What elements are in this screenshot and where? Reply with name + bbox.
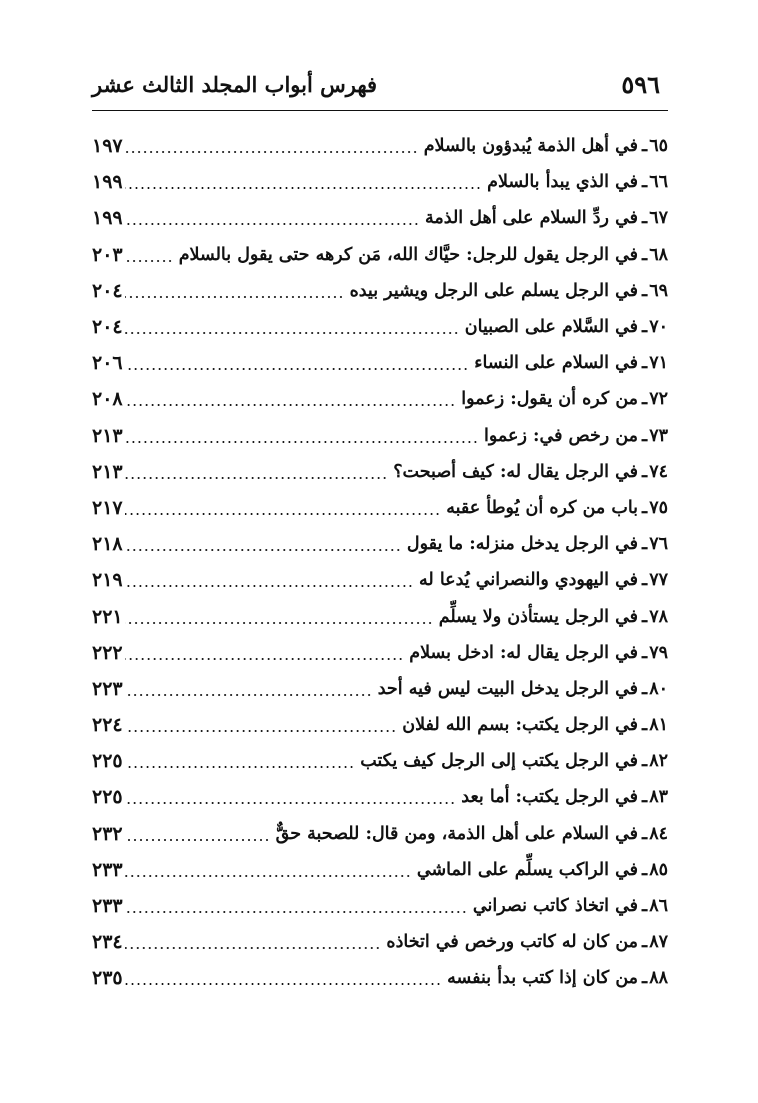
entry-page-number: ٢٠٣ <box>92 243 123 266</box>
entry-dash: ـ <box>642 642 648 663</box>
toc-entry <box>374 679 668 699</box>
entry-number: ٧٥ <box>649 497 668 518</box>
entry-title: في اتخاذ كاتب نصراني <box>472 896 639 917</box>
toc-row <box>92 526 668 562</box>
toc-entry <box>483 172 668 192</box>
entry-title: في السلام على النساء <box>474 353 639 374</box>
toc-entry <box>443 968 668 988</box>
entry-title: في الرجل يقال له: كيف أصبحت؟ <box>393 461 639 482</box>
entry-title: في السلام على أهل الذمة، ومن قال: للصحبة حقٌّ <box>275 823 639 844</box>
toc-row <box>92 418 668 454</box>
toc-entry <box>413 860 668 880</box>
entry-title: من كان إذا كتب بدأ بنفسه <box>447 968 639 989</box>
entry-number: ٨٢ <box>649 751 668 772</box>
toc-entry <box>382 932 668 952</box>
entry-title: في السَّلام على الصبيان <box>464 317 639 338</box>
toc-row <box>92 743 668 779</box>
toc-row <box>92 852 668 888</box>
toc-row <box>92 164 668 200</box>
toc-row <box>92 924 668 960</box>
dot-leader <box>125 187 481 189</box>
toc-entry <box>457 389 668 409</box>
entry-page-number: ٢٠٤ <box>92 316 123 339</box>
entry-dash: ـ <box>642 172 648 193</box>
entry-page-number: ٢٢٤ <box>92 714 123 737</box>
toc-row <box>92 598 668 634</box>
entry-dash: ـ <box>642 534 648 555</box>
entry-dash: ـ <box>642 317 648 338</box>
dot-leader <box>125 477 388 479</box>
entry-title: في أهل الذمة يُبدؤون بالسلام <box>423 136 639 157</box>
page-number: ٥٩٦ <box>621 70 660 99</box>
entry-title: في ردِّ السلام على أهل الذمة <box>425 208 639 229</box>
entry-number: ٨٦ <box>649 896 668 917</box>
toc-entry <box>389 462 668 482</box>
entry-title: في الراكب يسلِّم على الماشي <box>416 859 639 880</box>
toc-row <box>92 200 668 236</box>
entry-number: ٦٦ <box>649 172 668 193</box>
entry-page-number: ٢١٨ <box>92 533 123 556</box>
dot-leader <box>125 296 344 298</box>
toc-entry <box>398 715 668 735</box>
entry-page-number: ٢١٩ <box>92 569 123 592</box>
toc-entry <box>356 751 668 771</box>
entry-dash: ـ <box>642 280 648 301</box>
toc-row <box>92 635 668 671</box>
entry-number: ٨٥ <box>649 859 668 880</box>
toc-entry <box>457 787 668 807</box>
entry-dash: ـ <box>642 353 648 374</box>
dot-leader <box>125 839 270 841</box>
entry-number: ٧٨ <box>649 606 668 627</box>
entry-title: في الرجل يكتب: أما بعد <box>461 787 639 808</box>
entry-dash: ـ <box>642 497 648 518</box>
dot-leader <box>125 911 467 913</box>
dot-leader <box>125 513 441 515</box>
entry-dash: ـ <box>642 859 648 880</box>
toc-entry <box>480 426 668 446</box>
toc-entry <box>442 498 668 518</box>
entry-title: في اليهودي والنصراني يُدعا له <box>419 570 639 591</box>
toc-entry <box>420 136 668 156</box>
entry-title: من رخص في: زعموا <box>484 425 639 446</box>
toc-row <box>92 562 668 598</box>
dot-leader <box>125 404 456 406</box>
entry-page-number: ٢١٧ <box>92 496 123 519</box>
entry-page-number: ١٩٧ <box>92 135 123 158</box>
dot-leader <box>125 730 397 732</box>
dot-leader <box>125 368 469 370</box>
entry-dash: ـ <box>642 244 648 265</box>
entry-page-number: ٢١٣ <box>92 460 123 483</box>
toc-entry <box>175 245 668 265</box>
entry-page-number: ٢٠٨ <box>92 388 123 411</box>
entry-page-number: ٢٣٤ <box>92 931 123 954</box>
dot-leader <box>125 875 411 877</box>
entry-dash: ـ <box>642 389 648 410</box>
entry-page-number: ٢٠٦ <box>92 352 123 375</box>
entry-number: ٧٦ <box>649 534 668 555</box>
entry-number: ٨٨ <box>649 968 668 989</box>
entry-page-number: ٢٣٣ <box>92 895 123 918</box>
entry-number: ٦٧ <box>649 208 668 229</box>
entry-page-number: ٢٢٥ <box>92 786 123 809</box>
entry-dash: ـ <box>642 751 648 772</box>
entry-title: في الرجل يستأذن ولا يسلِّم <box>438 606 639 627</box>
table-of-contents <box>92 128 668 997</box>
page-header <box>92 66 668 111</box>
entry-number: ٨٣ <box>649 787 668 808</box>
toc-row <box>92 816 668 852</box>
entry-dash: ـ <box>642 896 648 917</box>
entry-page-number: ٢٣٢ <box>92 822 123 845</box>
entry-number: ٦٨ <box>649 244 668 265</box>
toc-entry <box>403 534 668 554</box>
entry-dash: ـ <box>642 425 648 446</box>
entry-dash: ـ <box>642 570 648 591</box>
entry-page-number: ٢٢٣ <box>92 677 123 700</box>
entry-dash: ـ <box>642 787 648 808</box>
toc-entry <box>421 208 668 228</box>
entry-number: ٦٥ <box>649 136 668 157</box>
dot-leader <box>125 260 173 262</box>
entry-title: في الرجل يكتب إلى الرجل كيف يكتب <box>360 751 639 772</box>
entry-dash: ـ <box>642 932 648 953</box>
entry-title: في الرجل يقول للرجل: حيَّاك الله، مَن كرهه حتى يقول بالسلام <box>178 244 639 265</box>
toc-entry <box>405 643 668 663</box>
dot-leader <box>125 658 404 660</box>
toc-row <box>92 490 668 526</box>
dot-leader <box>125 585 413 587</box>
dot-leader <box>125 983 442 985</box>
toc-entry <box>415 570 668 590</box>
entry-number: ٧٩ <box>649 642 668 663</box>
toc-row <box>92 707 668 743</box>
entry-number: ٧٠ <box>649 317 668 338</box>
entry-title: في الرجل يدخل البيت ليس فيه أحد <box>377 678 639 699</box>
dot-leader <box>125 802 456 804</box>
entry-title: في الرجل يدخل منزله: ما يقول <box>406 534 639 555</box>
dot-leader <box>125 441 478 443</box>
toc-row <box>92 309 668 345</box>
entry-dash: ـ <box>642 208 648 229</box>
entry-number: ٧٤ <box>649 461 668 482</box>
entry-number: ٦٩ <box>649 280 668 301</box>
toc-entry <box>272 824 668 844</box>
entry-dash: ـ <box>642 715 648 736</box>
entry-number: ٨٤ <box>649 823 668 844</box>
dot-leader <box>125 549 401 551</box>
entry-dash: ـ <box>642 823 648 844</box>
entry-number: ٧٧ <box>649 570 668 591</box>
toc-row <box>92 128 668 164</box>
entry-number: ٧١ <box>649 353 668 374</box>
entry-title: من كره أن يقول: زعموا <box>461 389 639 410</box>
entry-number: ٨١ <box>649 715 668 736</box>
entry-page-number: ٢٣٣ <box>92 858 123 881</box>
entry-title: في الرجل يسلم على الرجل ويشير بيده <box>349 280 639 301</box>
dot-leader <box>125 622 433 624</box>
toc-row <box>92 345 668 381</box>
entry-page-number: ١٩٩ <box>92 171 123 194</box>
entry-title: باب من كره أن يُوطأ عقبه <box>446 497 639 518</box>
dot-leader <box>125 766 355 768</box>
entry-number: ٧٢ <box>649 389 668 410</box>
toc-entry <box>469 896 668 916</box>
entry-number: ٨٧ <box>649 932 668 953</box>
entry-number: ٧٣ <box>649 425 668 446</box>
entry-page-number: ٢٠٤ <box>92 279 123 302</box>
entry-title: في الرجل يكتب: بسم الله لفلان <box>402 715 639 736</box>
entry-dash: ـ <box>642 461 648 482</box>
entry-page-number: ٢٢١ <box>92 605 123 628</box>
toc-entry <box>435 607 668 627</box>
entry-title: في الرجل يقال له: ادخل بسلام <box>409 642 639 663</box>
dot-leader <box>125 223 419 225</box>
toc-row <box>92 381 668 417</box>
toc-row <box>92 237 668 273</box>
dot-leader <box>125 694 372 696</box>
toc-entry <box>346 281 668 301</box>
toc-entry <box>461 317 668 337</box>
entry-dash: ـ <box>642 136 648 157</box>
entry-title: من كان له كاتب ورخص في اتخاذه <box>386 932 639 953</box>
entry-title: في الذي يبدأ بالسلام <box>487 172 639 193</box>
entry-page-number: ١٩٩ <box>92 207 123 230</box>
toc-row <box>92 671 668 707</box>
toc-row <box>92 273 668 309</box>
dot-leader <box>125 151 418 153</box>
entry-page-number: ٢٣٥ <box>92 967 123 990</box>
running-title: فهرس أبواب المجلد الثالث عشر <box>92 72 378 97</box>
entry-number: ٨٠ <box>649 678 668 699</box>
toc-row <box>92 779 668 815</box>
entry-page-number: ٢٢٢ <box>92 641 123 664</box>
entry-page-number: ٢٢٥ <box>92 750 123 773</box>
dot-leader <box>125 332 459 334</box>
entry-dash: ـ <box>642 968 648 989</box>
toc-row <box>92 454 668 490</box>
toc-entry <box>470 353 668 373</box>
toc-row <box>92 960 668 996</box>
entry-page-number: ٢١٣ <box>92 424 123 447</box>
dot-leader <box>125 947 381 949</box>
entry-dash: ـ <box>642 606 648 627</box>
toc-row <box>92 888 668 924</box>
entry-dash: ـ <box>642 678 648 699</box>
